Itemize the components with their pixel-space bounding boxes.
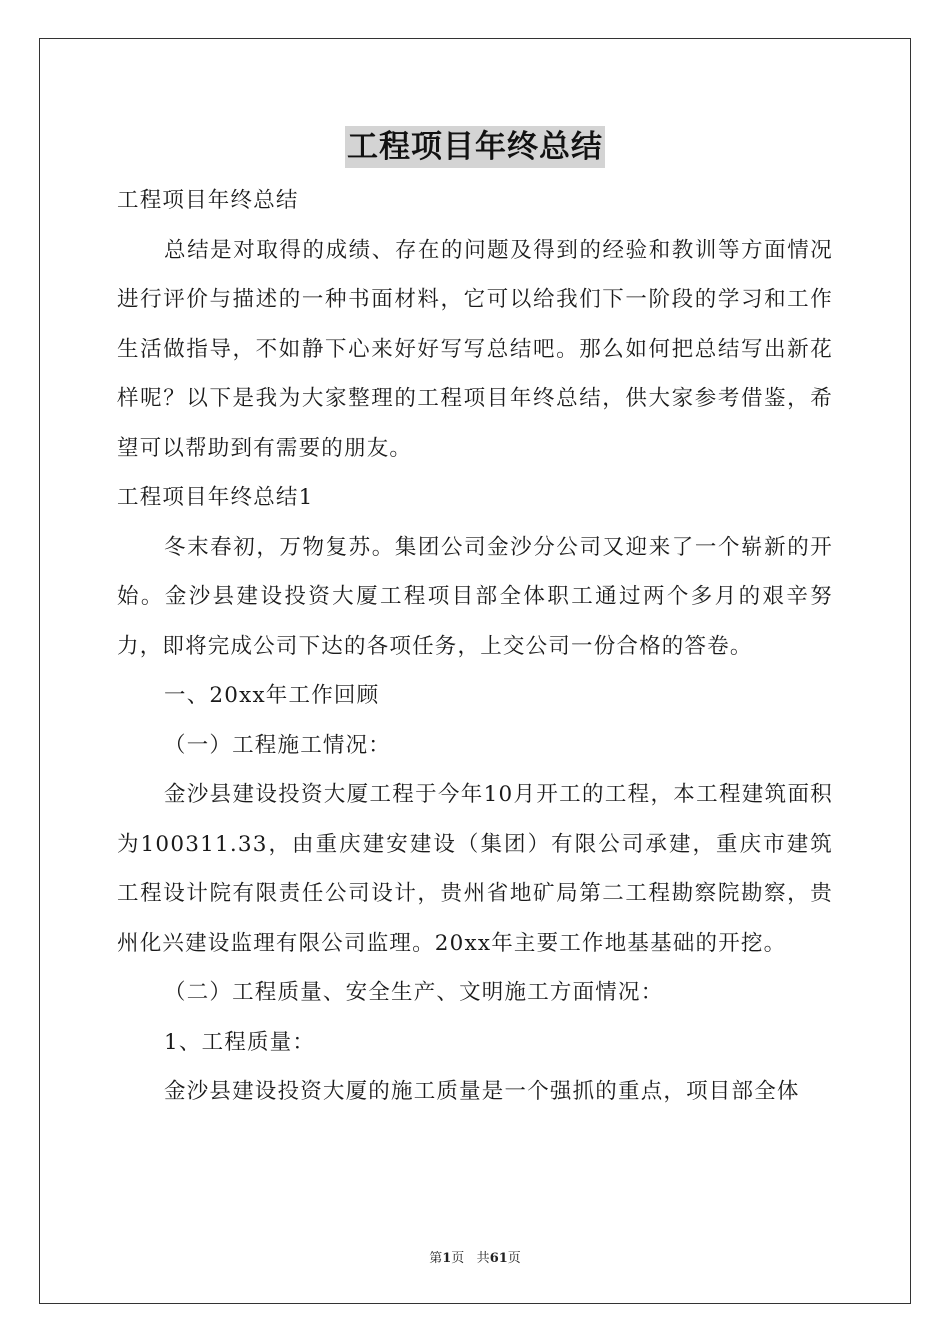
- section-heading: 一、20xx年工作回顾: [164, 683, 380, 708]
- page-number: 1: [442, 1251, 452, 1266]
- total-pages: 61: [489, 1251, 508, 1266]
- section-heading: （二）工程质量、安全生产、文明施工方面情况：: [164, 980, 664, 1005]
- subheading: 工程项目年终总结: [117, 188, 299, 213]
- page-suffix: 页: [451, 1251, 465, 1266]
- total-prefix: 共: [476, 1251, 490, 1266]
- total-suffix: 页: [507, 1251, 521, 1266]
- page-footer: [0, 1247, 950, 1266]
- section-heading: （一）工程施工情况：: [164, 732, 392, 758]
- page-prefix: 第: [429, 1251, 443, 1266]
- paragraph: 总结是对取得的成绩、存在的问题及得到的经验和教训等方面情况进行评价与描述的一种书面材料，它可以给我们下一阶段的学习和工作生活做指导，不如静下心来好好写写总结吧。那么如何把总结写出新花样呢？以下是我为大家整理的工程项目年终总结，供大家参考借鉴，希望可以帮助到有需要的朋友。: [117, 237, 833, 461]
- paragraph: 金沙县建设投资大厦工程于今年10月开工的工程，本工程建筑面积为100311.33，由重庆建安建设（集团）有限公司承建，重庆市建筑工程设计院有限责任公司设计，贵州省地矿局第二工程勘察院勘察，贵州化兴建设监理有限公司监理。20xx年主要工作地基基础的开挖。: [117, 782, 833, 956]
- section-heading: 1、工程质量：: [164, 1029, 316, 1055]
- paragraph: 金沙县建设投资大厦的施工质量是一个强抓的重点，项目部全体: [164, 1079, 800, 1104]
- subheading: 工程项目年终总结1: [117, 485, 314, 510]
- document-title: 工程项目年终总结: [345, 126, 605, 168]
- document-body: [117, 176, 833, 1117]
- title-container: [0, 126, 950, 168]
- paragraph: 冬末春初，万物复苏。集团公司金沙分公司又迎来了一个崭新的开始。金沙县建设投资大厦工程项目部全体职工通过两个多月的艰辛努力，即将完成公司下达的各项任务，上交公司一份合格的答卷。: [117, 534, 833, 659]
